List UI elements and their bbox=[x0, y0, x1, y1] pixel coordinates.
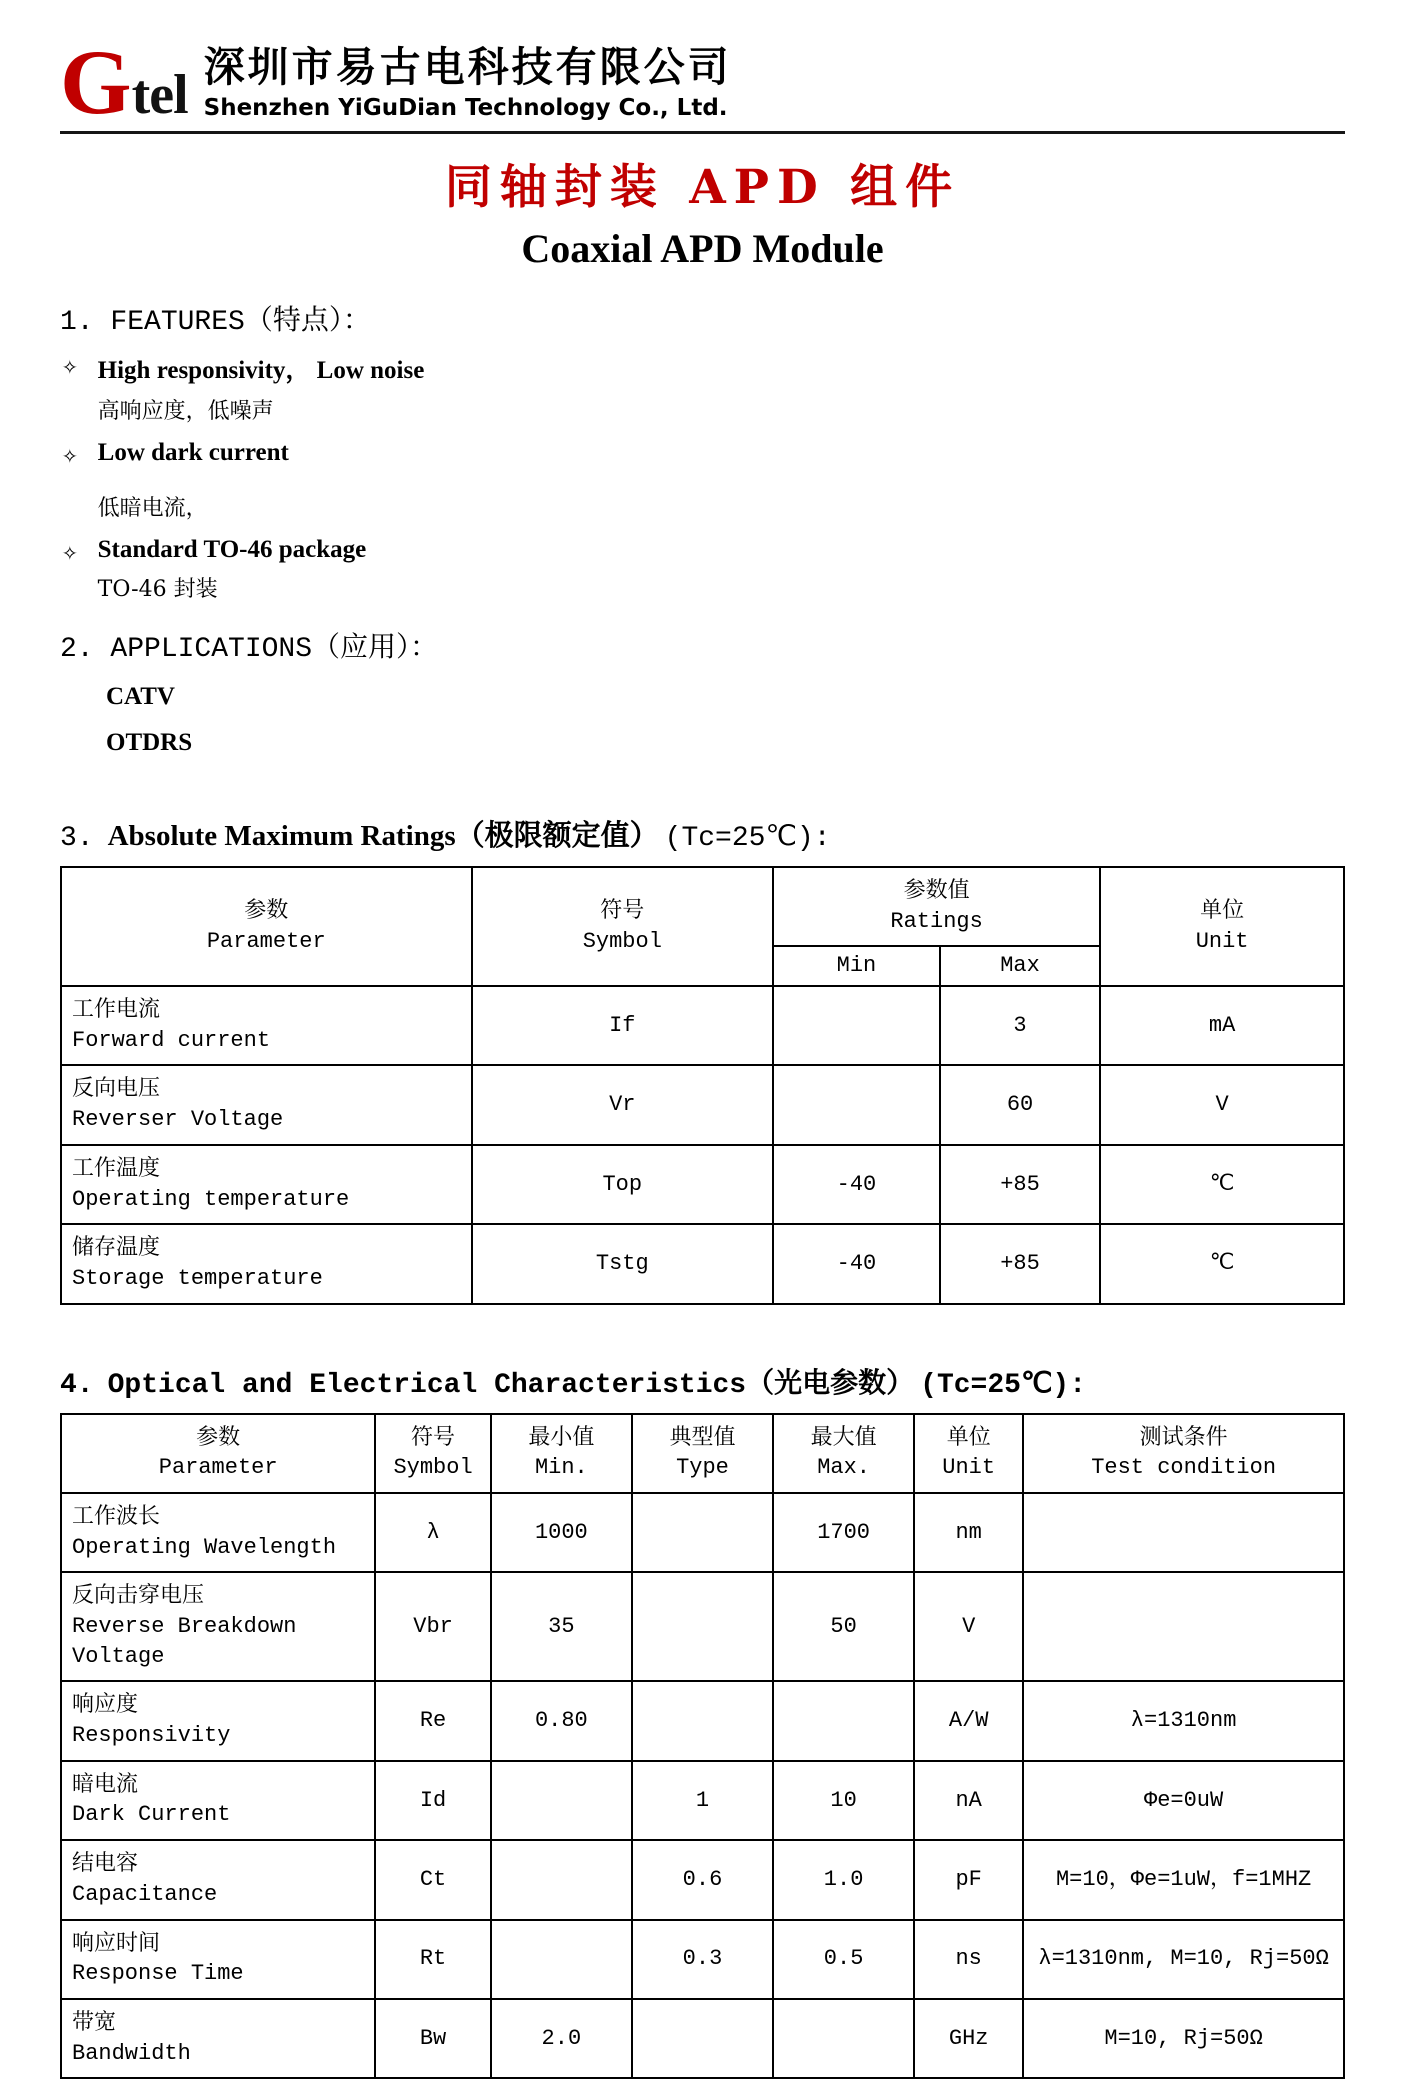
cell-max: 0.5 bbox=[773, 1920, 914, 1999]
cell-unit: GHz bbox=[914, 1999, 1023, 2078]
cell-parameter bbox=[61, 1761, 375, 1840]
cell-condition bbox=[1023, 1493, 1344, 1572]
table-row bbox=[61, 1681, 1344, 1760]
section-title-en: Absolute Maximum Ratings bbox=[107, 820, 456, 852]
label-en: Ratings bbox=[890, 908, 983, 934]
feature-text bbox=[98, 439, 289, 522]
cell-max: 1700 bbox=[773, 1493, 914, 1572]
cell-unit: mA bbox=[1100, 986, 1344, 1065]
cell-parameter bbox=[61, 986, 472, 1065]
cell-symbol: Id bbox=[375, 1761, 490, 1840]
cell-type: 1 bbox=[632, 1761, 773, 1840]
application-item: OTDRS bbox=[106, 729, 193, 756]
cell-symbol: If bbox=[472, 986, 774, 1065]
col-header-parameter bbox=[61, 867, 472, 986]
param-en: Capacitance bbox=[72, 1881, 218, 1907]
feature-text-en: High responsivity， Low noise bbox=[97, 357, 425, 384]
table-row bbox=[61, 1761, 1344, 1840]
cell-type bbox=[632, 1681, 773, 1760]
cell-symbol: Tstg bbox=[472, 1224, 774, 1303]
section-heading-ratings bbox=[60, 813, 1345, 854]
label-cn: 符号 bbox=[600, 898, 645, 924]
company-name-cn: 深圳市易古电科技有限公司 bbox=[203, 43, 732, 91]
application-item: CATV bbox=[106, 683, 175, 710]
label-en: Unit bbox=[942, 1455, 996, 1481]
cell-parameter bbox=[61, 1920, 375, 1999]
cell-type bbox=[632, 1493, 773, 1572]
cell-min bbox=[491, 1840, 632, 1919]
cell-max bbox=[773, 1999, 914, 2078]
cell-symbol: Vr bbox=[472, 1065, 774, 1144]
label-cn: 最大值 bbox=[810, 1425, 877, 1451]
label-en: Symbol bbox=[393, 1455, 473, 1481]
cell-symbol: Re bbox=[375, 1681, 490, 1760]
cell-condition: M=10，Φe=1uW，f=1MHZ bbox=[1023, 1840, 1344, 1919]
label-en: Min. bbox=[534, 1455, 588, 1481]
col-header-condition bbox=[1023, 1414, 1344, 1493]
label-cn: 最小值 bbox=[528, 1425, 595, 1451]
param-cn: 反向击穿电压 bbox=[72, 1584, 205, 1610]
header-divider bbox=[60, 131, 1345, 134]
col-header-type bbox=[632, 1414, 773, 1493]
cell-condition: λ=1310nm, M=10, Rj=50Ω bbox=[1023, 1920, 1344, 1999]
section-title-cn: （光电参数） bbox=[746, 1369, 915, 1401]
param-cn: 工作温度 bbox=[72, 1156, 161, 1182]
table-row bbox=[61, 1145, 1344, 1224]
cell-symbol: Ct bbox=[375, 1840, 490, 1919]
cell-max: 10 bbox=[773, 1761, 914, 1840]
cell-max: 50 bbox=[773, 1572, 914, 1681]
table-row bbox=[61, 1999, 1344, 2078]
feature-text-cn: 高响应度，低噪声 bbox=[97, 399, 274, 424]
table-row bbox=[61, 1572, 1344, 1681]
cell-min bbox=[773, 986, 940, 1065]
section-number: 3. bbox=[60, 823, 94, 854]
cell-min: 0.80 bbox=[491, 1681, 632, 1760]
feature-text bbox=[98, 350, 425, 425]
cell-parameter bbox=[61, 1840, 375, 1919]
col-header-min: Min bbox=[773, 946, 940, 986]
section-condition: (Tc=25℃): bbox=[664, 823, 831, 854]
table-row bbox=[61, 1065, 1344, 1144]
param-cn: 储存温度 bbox=[72, 1236, 161, 1262]
feature-text-cn: TO-46 封装 bbox=[97, 577, 218, 602]
section-number: 4. bbox=[60, 1369, 94, 1401]
cell-unit: A/W bbox=[914, 1681, 1023, 1760]
cell-max: 1.0 bbox=[773, 1840, 914, 1919]
param-cn: 带宽 bbox=[72, 2010, 117, 2036]
cell-max bbox=[773, 1681, 914, 1760]
cell-max: +85 bbox=[940, 1145, 1100, 1224]
header bbox=[60, 31, 1345, 133]
cell-unit: pF bbox=[914, 1840, 1023, 1919]
document-title-en: Coaxial APD Module bbox=[521, 226, 884, 271]
cell-parameter bbox=[61, 1999, 375, 2078]
label-en: Unit bbox=[1195, 928, 1249, 954]
label-en: Symbol bbox=[582, 928, 662, 954]
label-en: Parameter bbox=[158, 1455, 278, 1481]
cell-parameter bbox=[61, 1493, 375, 1572]
cell-symbol: Top bbox=[472, 1145, 774, 1224]
feature-item bbox=[62, 439, 1345, 522]
cell-type: 0.6 bbox=[632, 1840, 773, 1919]
document-title-cn: 同轴封装 APD 组件 bbox=[444, 160, 961, 215]
param-cn: 响应度 bbox=[72, 1693, 139, 1719]
param-en: Responsivity bbox=[72, 1723, 231, 1749]
param-cn: 反向电压 bbox=[72, 1077, 161, 1103]
cell-max: 60 bbox=[940, 1065, 1100, 1144]
cell-condition: Φe=0uW bbox=[1023, 1761, 1344, 1840]
diamond-bullet-icon: ✧ bbox=[62, 538, 78, 568]
diamond-bullet-icon: ✧ bbox=[62, 352, 78, 382]
col-header-unit bbox=[1100, 867, 1344, 986]
param-en: Operating temperature bbox=[72, 1186, 350, 1212]
table-row bbox=[61, 986, 1344, 1065]
section-title-en: Optical and Electrical Characteristics bbox=[107, 1369, 747, 1401]
cell-min: 35 bbox=[491, 1572, 632, 1681]
cell-unit: ℃ bbox=[1100, 1145, 1344, 1224]
param-en: Forward current bbox=[72, 1027, 271, 1053]
section-heading-characteristics bbox=[60, 1361, 1345, 1401]
param-en: Bandwidth bbox=[72, 2040, 191, 2066]
cell-parameter bbox=[61, 1065, 472, 1144]
label-cn: 符号 bbox=[411, 1425, 456, 1451]
cell-max: +85 bbox=[940, 1224, 1100, 1303]
cell-condition: M=10, Rj=50Ω bbox=[1023, 1999, 1344, 2078]
param-en: Dark Current bbox=[72, 1802, 231, 1828]
col-header-unit bbox=[914, 1414, 1023, 1493]
characteristics-table bbox=[60, 1413, 1345, 2079]
param-cn: 结电容 bbox=[72, 1852, 139, 1878]
table-header-row bbox=[61, 867, 1344, 946]
col-header-symbol bbox=[472, 867, 774, 986]
label-cn: 参数 bbox=[244, 898, 289, 924]
label-cn: 参数值 bbox=[903, 879, 970, 904]
cell-condition bbox=[1023, 1572, 1344, 1681]
param-en: Operating Wavelength bbox=[72, 1534, 337, 1560]
cell-type: 0.3 bbox=[632, 1920, 773, 1999]
label-cn: 单位 bbox=[1200, 898, 1245, 924]
table-header-row bbox=[61, 1414, 1344, 1493]
section-heading-features: 1. FEATURES（特点）： bbox=[60, 307, 371, 338]
company-logo bbox=[60, 31, 188, 133]
col-header-symbol bbox=[375, 1414, 490, 1493]
param-cn: 工作波长 bbox=[72, 1504, 161, 1530]
label-en: Type bbox=[676, 1455, 729, 1481]
cell-type bbox=[632, 1572, 773, 1681]
feature-text bbox=[98, 536, 367, 603]
param-cn: 响应时间 bbox=[72, 1931, 161, 1957]
feature-text-en: Low dark current bbox=[97, 439, 289, 466]
table-row bbox=[61, 1840, 1344, 1919]
diamond-bullet-icon: ✧ bbox=[62, 441, 78, 471]
param-cn: 工作电流 bbox=[72, 998, 161, 1024]
param-cn: 暗电流 bbox=[72, 1772, 139, 1798]
cell-unit: V bbox=[1100, 1065, 1344, 1144]
cell-min: 2.0 bbox=[491, 1999, 632, 2078]
cell-unit: nA bbox=[914, 1761, 1023, 1840]
cell-unit: V bbox=[914, 1572, 1023, 1681]
cell-min bbox=[773, 1065, 940, 1144]
company-name-en: Shenzhen YiGuDian Technology Co., Ltd. bbox=[203, 95, 728, 121]
table-row bbox=[61, 1920, 1344, 1999]
cell-min: -40 bbox=[773, 1145, 940, 1224]
col-header-min bbox=[491, 1414, 632, 1493]
label-en: Test condition bbox=[1091, 1455, 1277, 1481]
cell-type bbox=[632, 1999, 773, 2078]
company-name-block bbox=[204, 34, 732, 123]
cell-symbol: Rt bbox=[375, 1920, 490, 1999]
cell-min: -40 bbox=[773, 1224, 940, 1303]
label-cn: 单位 bbox=[946, 1425, 991, 1451]
cell-parameter bbox=[61, 1681, 375, 1760]
logo-g-letter: G bbox=[60, 31, 132, 133]
feature-item bbox=[62, 350, 1345, 425]
label-cn: 参数 bbox=[196, 1425, 241, 1451]
cell-min bbox=[491, 1761, 632, 1840]
col-header-ratings bbox=[773, 867, 1100, 946]
table-row bbox=[61, 1224, 1344, 1303]
section-heading-applications: 2. APPLICATIONS（应用）： bbox=[60, 634, 439, 665]
col-header-parameter bbox=[61, 1414, 375, 1493]
cell-parameter bbox=[61, 1145, 472, 1224]
col-header-max bbox=[773, 1414, 914, 1493]
param-en: Response Time bbox=[72, 1961, 244, 1987]
cell-min: 1000 bbox=[491, 1493, 632, 1572]
label-en: Max. bbox=[817, 1455, 871, 1481]
cell-symbol: Vbr bbox=[375, 1572, 490, 1681]
label-en: Parameter bbox=[206, 928, 326, 954]
feature-item bbox=[62, 536, 1345, 603]
param-en: Reverse Breakdown Voltage bbox=[72, 1614, 297, 1669]
cell-min bbox=[491, 1920, 632, 1999]
logo-tel-letters: tel bbox=[131, 64, 188, 126]
cell-unit: ns bbox=[914, 1920, 1023, 1999]
ratings-table bbox=[60, 866, 1345, 1305]
cell-symbol: Bw bbox=[375, 1999, 490, 2078]
cell-symbol: λ bbox=[375, 1493, 490, 1572]
label-cn: 典型值 bbox=[669, 1425, 736, 1451]
param-en: Storage temperature bbox=[72, 1265, 323, 1291]
cell-unit: ℃ bbox=[1100, 1224, 1344, 1303]
table-row bbox=[61, 1493, 1344, 1572]
cell-condition: λ=1310nm bbox=[1023, 1681, 1344, 1760]
cell-parameter bbox=[61, 1572, 375, 1681]
param-en: Reverser Voltage bbox=[72, 1107, 284, 1133]
section-condition: (Tc=25℃): bbox=[920, 1369, 1087, 1401]
col-header-max: Max bbox=[940, 946, 1100, 986]
feature-text-cn: 低暗电流， bbox=[97, 496, 208, 521]
cell-unit: nm bbox=[914, 1493, 1023, 1572]
label-cn: 测试条件 bbox=[1139, 1425, 1228, 1451]
cell-max: 3 bbox=[940, 986, 1100, 1065]
feature-text-en: Standard TO-46 package bbox=[97, 536, 367, 563]
section-title-cn: （极限额定值） bbox=[455, 820, 659, 852]
cell-parameter bbox=[61, 1224, 472, 1303]
